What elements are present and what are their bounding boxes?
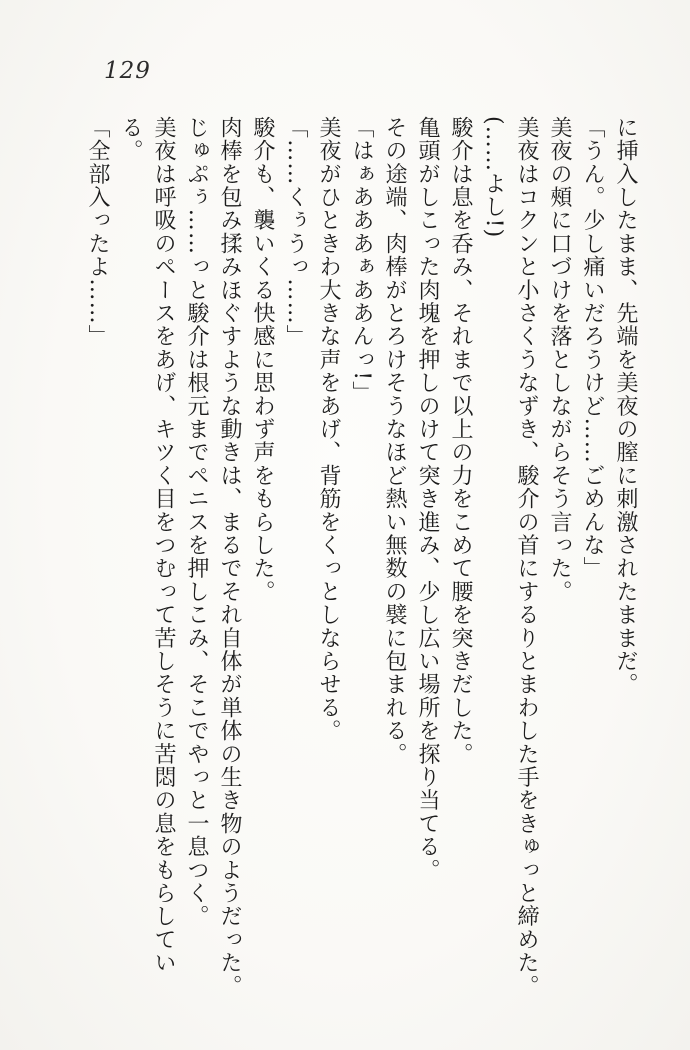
text-line: に挿入したまま、先端を美夜の膣に刺激されたままだ。: [613, 116, 638, 696]
text-line: (……よし!): [481, 116, 506, 239]
text-line: 亀頭がしこった肉塊を押しのけて突き進み、少し広い場所を探り当てる。: [415, 116, 440, 882]
text-line: 美夜はコクンと小さくうなずき、駿介の首にするりとまわした手をきゅっと締めた。: [514, 116, 539, 998]
text-line: 肉棒を包み揉みほぐすような動きは、まるでそれ自体が単体の生き物のようだった。: [217, 116, 242, 998]
text-line: る。: [118, 116, 143, 163]
text-line: 「全部入ったよ……」: [85, 116, 110, 348]
text-line: 駿介は息を呑み、それまで以上の力をこめて腰を突きだした。: [448, 116, 473, 766]
text-line: 「はぁあああぁああんっ!」: [349, 116, 374, 405]
text-line: 駿介も、襲いくる快感に思わず声をもらした。: [250, 116, 275, 604]
text-line: 美夜がひときわ大きな声をあげ、背筋をくっとしならせる。: [316, 116, 341, 743]
text-line: 美夜は呼吸のペースをあげ、キツく目をつむって苦しそうに苦悶の息をもらしてい: [151, 116, 176, 975]
page-number: 129: [104, 58, 151, 84]
text-line: 美夜の頰に口づけを落としながらそう言った。: [547, 116, 572, 604]
text-line: 「……くぅうっ……」: [283, 116, 308, 348]
text-line: その途端、肉棒がとろけそうなほど熱い無数の襞に包まれる。: [382, 116, 407, 766]
text-line: じゅぷぅ……っと駿介は根元までペニスを押しこみ、そこでやっと一息つく。: [184, 116, 209, 928]
text-line: 「うん。少し痛いだろうけど……ごめんな」: [580, 116, 605, 580]
text-block: [81, 116, 642, 1008]
